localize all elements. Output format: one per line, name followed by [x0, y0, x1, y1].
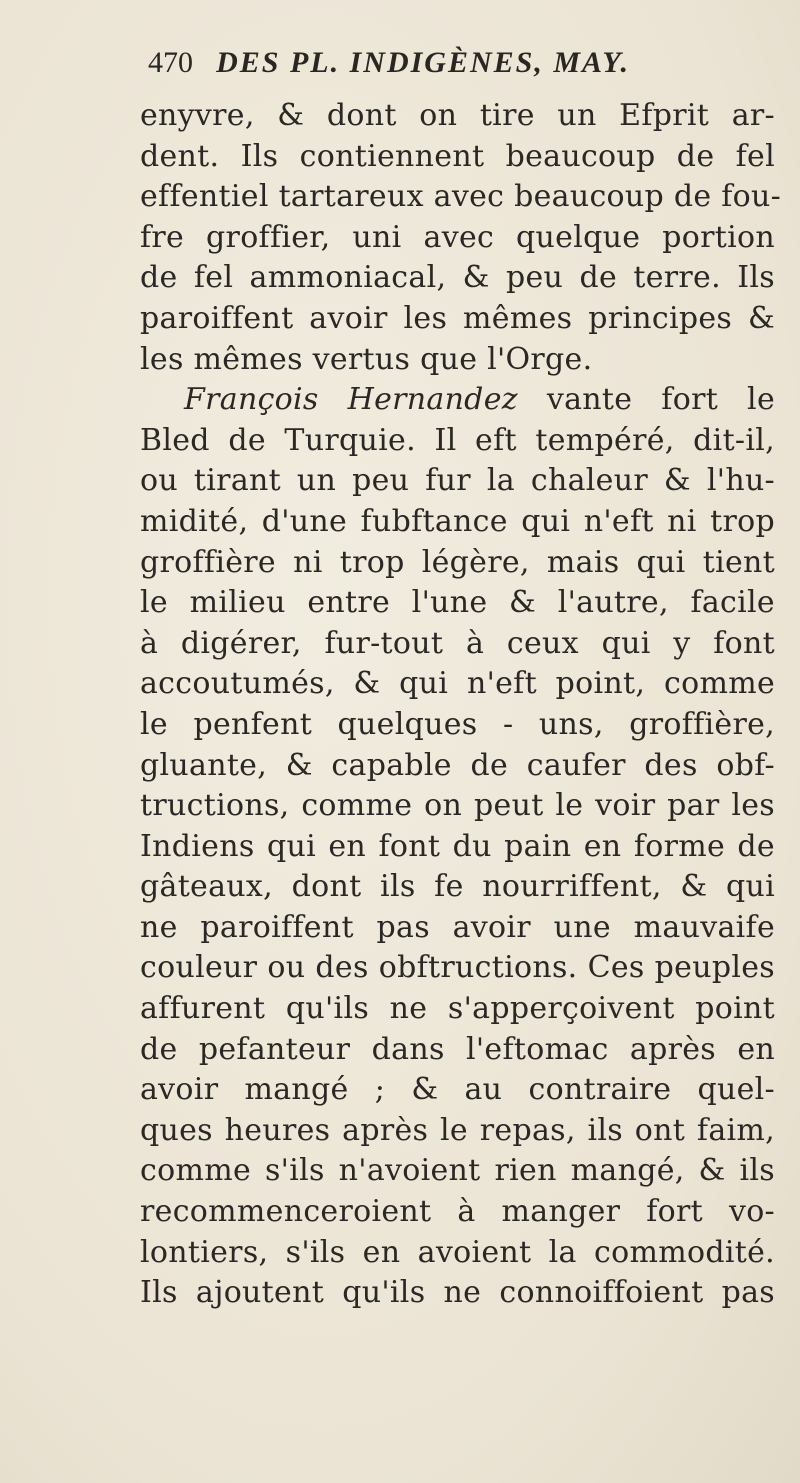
- text-line: midité, d'une fubftance qui n'eft ni trop: [140, 503, 775, 539]
- text-line: de fel ammoniacal, & peu de terre. Ils: [140, 260, 775, 296]
- text-line: gâteaux, dont ils fe nourriffent, & qui: [140, 869, 775, 905]
- text-line: dent. Ils contiennent beaucoup de fel: [140, 138, 775, 174]
- text-line: enyvre, & dont on tire un Efprit ar-: [140, 98, 775, 133]
- text-line: les mêmes vertus que l'Orge.: [140, 341, 593, 377]
- author-name: François Hernandez: [184, 382, 518, 418]
- text-line: à digérer, fur-tout à ceux qui y font: [140, 625, 775, 661]
- text-line: gluante, & capable de caufer des obf-: [140, 747, 775, 783]
- text-line: de pefanteur dans l'eftomac après en: [140, 1031, 775, 1067]
- page-number: 470: [148, 46, 193, 79]
- text-line: effentiel tartareux avec beaucoup de fou-: [140, 179, 782, 215]
- text-line: recommenceroient à manger fort vo-: [140, 1194, 775, 1230]
- text-line: le penfent quelques - uns, groffière,: [140, 706, 775, 742]
- text-line: comme s'ils n'avoient rien mangé, & ils: [140, 1153, 775, 1189]
- text-line: ne paroiffent pas avoir une mauvaife: [140, 909, 775, 945]
- text-line: Indiens qui en font du pain en forme de: [140, 828, 775, 864]
- text-line: lontiers, s'ils en avoient la commodité.: [140, 1234, 775, 1270]
- text-line-with-author: [140, 380, 775, 421]
- text-line: ques heures après le repas, ils ont faim,: [140, 1112, 775, 1148]
- text-line: avoir mangé ; & au contraire quel-: [140, 1072, 775, 1108]
- text-line: Ils ajoutent qu'ils ne connoiffoient pas: [140, 1275, 775, 1311]
- running-title: DES PL. INDIGÈNES, MAY.: [216, 46, 630, 79]
- text-line: paroiffent avoir les mêmes principes &: [140, 300, 775, 336]
- text-line: couleur ou des obftructions. Ces peuples: [140, 950, 775, 986]
- body-text: [140, 96, 782, 1314]
- text-line: ou tirant un peu fur la chaleur & l'hu-: [140, 463, 775, 499]
- page-header: [148, 46, 768, 102]
- text-line: tructions, comme on peut le voir par les: [140, 788, 775, 824]
- text-line: affurent qu'ils ne s'apperçoivent point: [140, 991, 775, 1027]
- text-line: le milieu entre l'une & l'autre, facile: [140, 585, 775, 621]
- text-line: Bled de Turquie. Il eft tempéré, dit-il,: [140, 422, 775, 458]
- text-line-rest: vante fort le: [546, 382, 776, 418]
- text-line: fre groffier, uni avec quelque portion: [140, 219, 775, 255]
- text-line: accoutumés, & qui n'eft point, comme: [140, 666, 775, 702]
- text-line: groffière ni trop légère, mais qui tient: [140, 544, 775, 580]
